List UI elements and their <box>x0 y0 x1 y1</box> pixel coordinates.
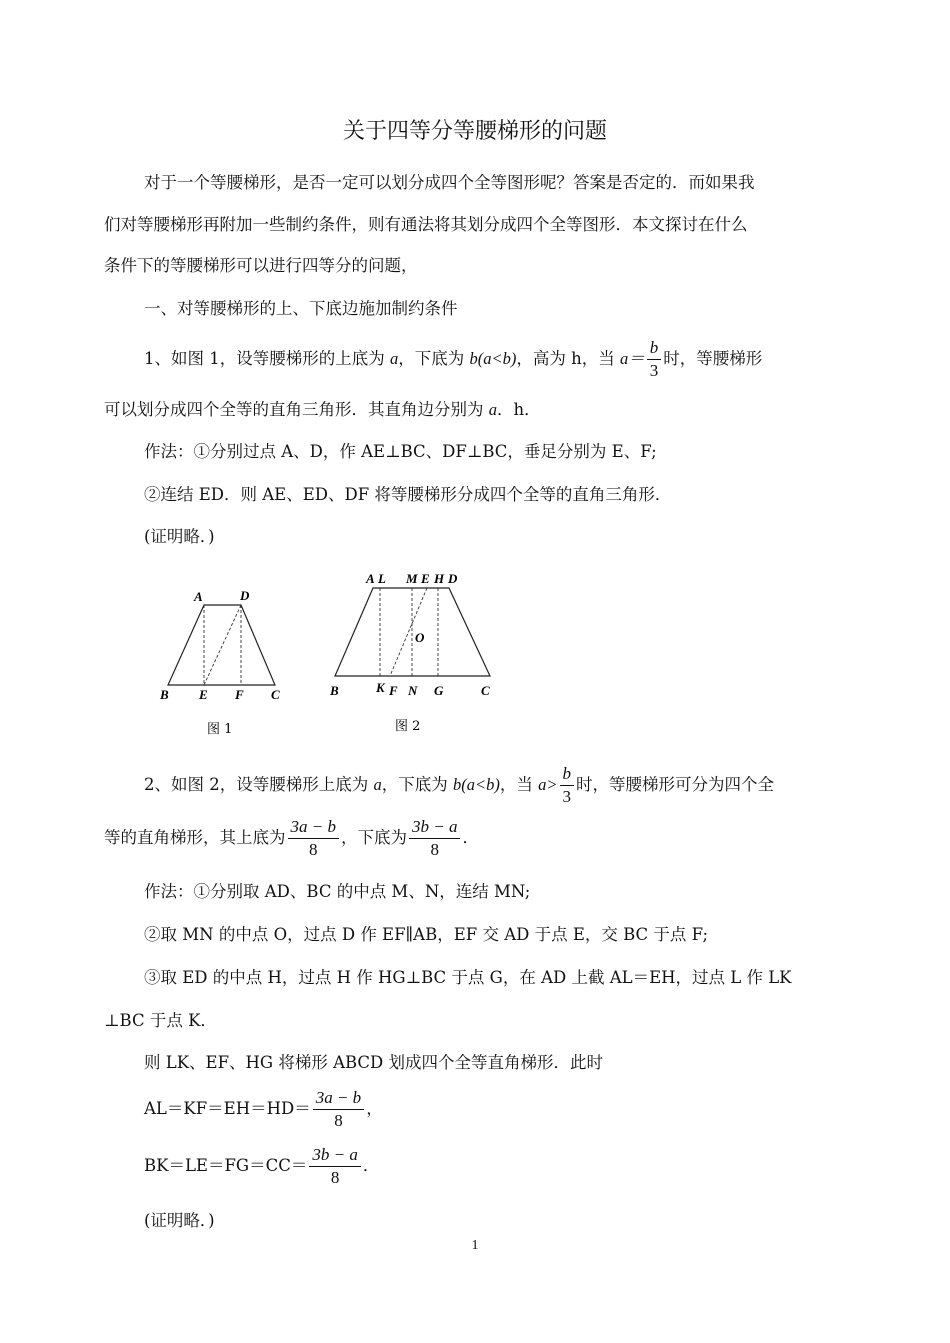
item2-method-step3-line2: ⊥BC 于点 K． <box>104 1011 217 1030</box>
fig2-label-A: A <box>366 571 375 586</box>
item2-line2: 等的直角梯形，其上底为 $\frac{3a - b}{8}$ ，下底为 $\frac{3b - a}{8}$ ． <box>104 817 479 859</box>
item2-method-step1: 作法：①分别取 AD、BC 的中点 M、N，连结 MN; <box>144 882 531 901</box>
fig2-caption: 图 2 <box>395 719 421 734</box>
fig2-label-C: C <box>481 683 490 698</box>
figures <box>150 560 520 750</box>
fraction-top-base: $\frac{3a - b}{8}$ <box>288 817 339 860</box>
fraction-eq1: $\frac{3a - b}{8}$ <box>313 1088 364 1131</box>
fig1-label-C: C <box>271 687 280 702</box>
fraction-bottom-base: $\frac{3b - a}{8}$ <box>409 817 460 860</box>
fig2-label-K: K <box>376 680 385 695</box>
fig2-label-N: N <box>408 683 418 698</box>
fig2-label-G: G <box>434 683 444 698</box>
fraction-b-over-3: $\frac{b}{3}$ <box>560 764 575 807</box>
fig1-label-A: A <box>194 589 203 604</box>
item1-method-step1: 作法：①分别过点 A、D，作 AE⊥BC、DF⊥BC，垂足分别为 E、F; <box>144 442 657 461</box>
item1-line2: 可以划分成四个全等的直角三角形．其直角边分别为 a．h． <box>104 400 541 419</box>
page-number: 1 <box>471 1238 479 1253</box>
intro-line-2: 们对等腰梯形再附加一些制约条件，则有通法将其划分成四个全等图形．本文探讨在什么 <box>104 215 748 234</box>
item2-line1: 2、如图 2，设等腰梯形上底为 a，下底为 b(a<b)，当 a> $\frac{b}{3}$ 时，等腰梯形可分为四个全 <box>144 764 775 806</box>
item1-line1: 1、如图 1，设等腰梯形的上底为 a，下底为 b(a<b)，高为 h，当 a＝ $\frac{b}{3}$ 时，等腰梯形 <box>144 338 763 380</box>
item1-method-step2: ②连结 ED．则 AE、ED、DF 将等腰梯形分成四个全等的直角三角形． <box>144 485 672 504</box>
item2-proof-note: (证明略．) <box>144 1211 215 1230</box>
fig2-label-L: L <box>378 571 386 586</box>
intro-line-1: 对于一个等腰梯形，是否一定可以划分成四个全等图形呢？答案是否定的．而如果我 <box>144 173 755 192</box>
equation-2: BK＝LE＝FG＝CC＝ $\frac{3b - a}{8}$ ． <box>144 1145 380 1187</box>
fig2-label-O: O <box>415 630 425 645</box>
fig2-label-F: F <box>389 683 398 698</box>
figure-2-trapezoid <box>329 571 490 734</box>
fig2-label-B: B <box>330 683 339 698</box>
fig1-label-F: F <box>235 687 244 702</box>
fig2-label-M: M <box>406 571 418 586</box>
fig1-label-B: B <box>160 687 169 702</box>
fig1-label-D: D <box>240 588 250 603</box>
item2-method-step2: ②取 MN 的中点 O，过点 D 作 EF∥AB，EF 交 AD 于点 E，交 BC 于点 F; <box>144 925 709 944</box>
equation-1: AL＝KF＝EH＝HD＝ $\frac{3a - b}{8}$ ， <box>144 1088 383 1130</box>
section-heading-1: 一、对等腰梯形的上、下底边施加制约条件 <box>144 299 458 318</box>
intro-line-3: 条件下的等腰梯形可以进行四等分的问题， <box>104 256 418 275</box>
fraction-b-over-3: $\frac{b}{3}$ <box>647 338 662 381</box>
fig2-label-E: E <box>421 571 430 586</box>
item1-proof-note: (证明略．) <box>144 527 215 546</box>
fraction-eq2: $\frac{3b - a}{8}$ <box>309 1145 360 1188</box>
fig1-caption: 图 1 <box>207 722 233 737</box>
item2-method-step3-line1: ③取 ED 的中点 H，过点 H 作 HG⊥BC 于点 G，在 AD 上截 AL＝EH，过点 L 作 LK <box>144 968 792 987</box>
fig1-label-E: E <box>199 687 208 702</box>
fig2-label-D: D <box>448 571 458 586</box>
item2-conclusion: 则 LK、EF、HG 将梯形 ABCD 划成四个全等直角梯形．此时 <box>144 1053 604 1072</box>
figure-1-trapezoid <box>159 588 280 737</box>
document-title: 关于四等分等腰梯形的问题 <box>342 119 607 144</box>
fig2-label-H: H <box>434 571 445 586</box>
